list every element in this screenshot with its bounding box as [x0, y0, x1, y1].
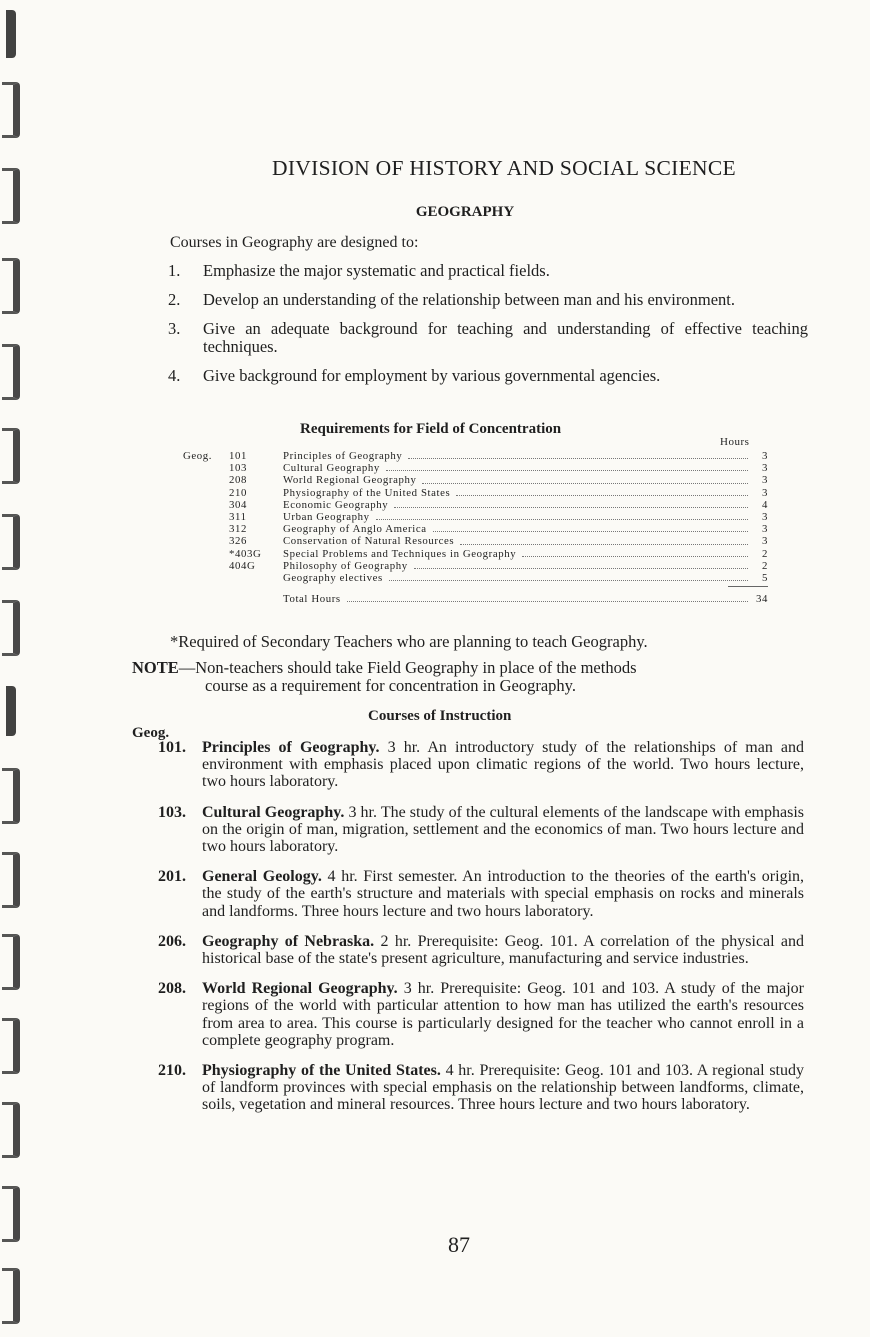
table-row: 208 World Regional Geography 3	[229, 474, 768, 487]
courses-title: Courses of Instruction	[368, 708, 512, 724]
goals-list	[168, 262, 808, 396]
table-row: 312 Geography of Anglo America 3	[229, 523, 768, 536]
course-entry: 210. Physiography of the United States. 4 hr. Prerequisite: Geog. 101 and 103. A regional study of landform provinces with special emphasis on the relationship between landforms, climate, soils, vegetation and mineral resources. Three hours lecture and two hours laboratory.	[158, 1062, 804, 1114]
course-entry: 206. Geography of Nebraska. 2 hr. Prerequisite: Geog. 101. A correlation of the physical and historical base of the state's present agriculture, manufacturing and service industries.	[158, 932, 805, 968]
table-row: Geography electives 5	[283, 571, 768, 584]
table-row: 326 Conservation of Natural Resources 3	[229, 535, 768, 548]
note: NOTE—Non-teachers should take Field Geography in place of the methods course as a requirement for concentration in Geography.	[132, 658, 637, 695]
total-row: Total Hours 34	[283, 593, 768, 606]
intro-text: Courses in Geography are designed to:	[170, 234, 419, 251]
course-entry: 101. Principles of Geography. 3 hr. An introductory study of the relationships of man and environment with emphasis placed upon climatic regions of the world. Two hours lecture, two hours laboratory.	[158, 739, 805, 791]
requirements-title: Requirements for Field of Concentration	[300, 421, 562, 437]
table-row: Geog. 101 Principles of Geography 3	[183, 450, 768, 462]
note-label: NOTE	[132, 658, 179, 677]
subject-title: GEOGRAPHY	[415, 204, 515, 220]
list-item: 1. Emphasize the major systematic and practical fields.	[168, 261, 550, 280]
page-number: 87	[448, 1232, 470, 1257]
list-item: 4. Give background for employment by various governmental agencies.	[168, 366, 661, 385]
courses-prefix: Geog.	[132, 725, 170, 741]
list-item: 2. Develop an understanding of the relationship between man and his environment.	[168, 290, 735, 309]
table-row: 404G Philosophy of Geography 2	[229, 559, 768, 572]
total-rule	[728, 586, 768, 587]
hours-header: Hours	[720, 436, 750, 448]
course-entry: 103. Cultural Geography. 3 hr. The study of the cultural elements of the landscape with emphasis on the origin of man, migration, settlement and the economics of man. Two hours lecture and two hours laboratory.	[158, 803, 804, 856]
course-entry: 208. World Regional Geography. 3 hr. Prerequisite: Geog. 101 and 103. A study of the major regions of the world with particular attention to how man has utilized the earth's resources from area to area. This course is particularly designed for the teacher who cannot enroll in a complete geography program.	[158, 980, 805, 1049]
footnote: *Required of Secondary Teachers who are planning to teach Geography.	[170, 632, 648, 651]
table-row: *403G Special Problems and Techniques in Geography 2	[229, 547, 768, 560]
requirements-table	[183, 450, 768, 605]
list-item: 3. Give an adequate background for teaching and understanding of effective teaching techniques.	[168, 319, 808, 356]
table-row: 103 Cultural Geography 3	[229, 462, 768, 475]
table-row: 210 Physiography of the United States 3	[229, 486, 768, 499]
course-entry: 201. General Geology. 4 hr. First semester. An introduction to the theories of the earth's origin, the study of the earth's structure and materials with special emphasis on rocks and minerals and landforms. Three hours lecture and two hours laboratory.	[158, 868, 805, 920]
table-row: 304 Economic Geography 4	[229, 498, 768, 511]
table-row: 311 Urban Geography 3	[229, 510, 768, 523]
division-title: DIVISION OF HISTORY AND SOCIAL SCIENCE	[272, 156, 736, 180]
course-list	[132, 739, 804, 1127]
